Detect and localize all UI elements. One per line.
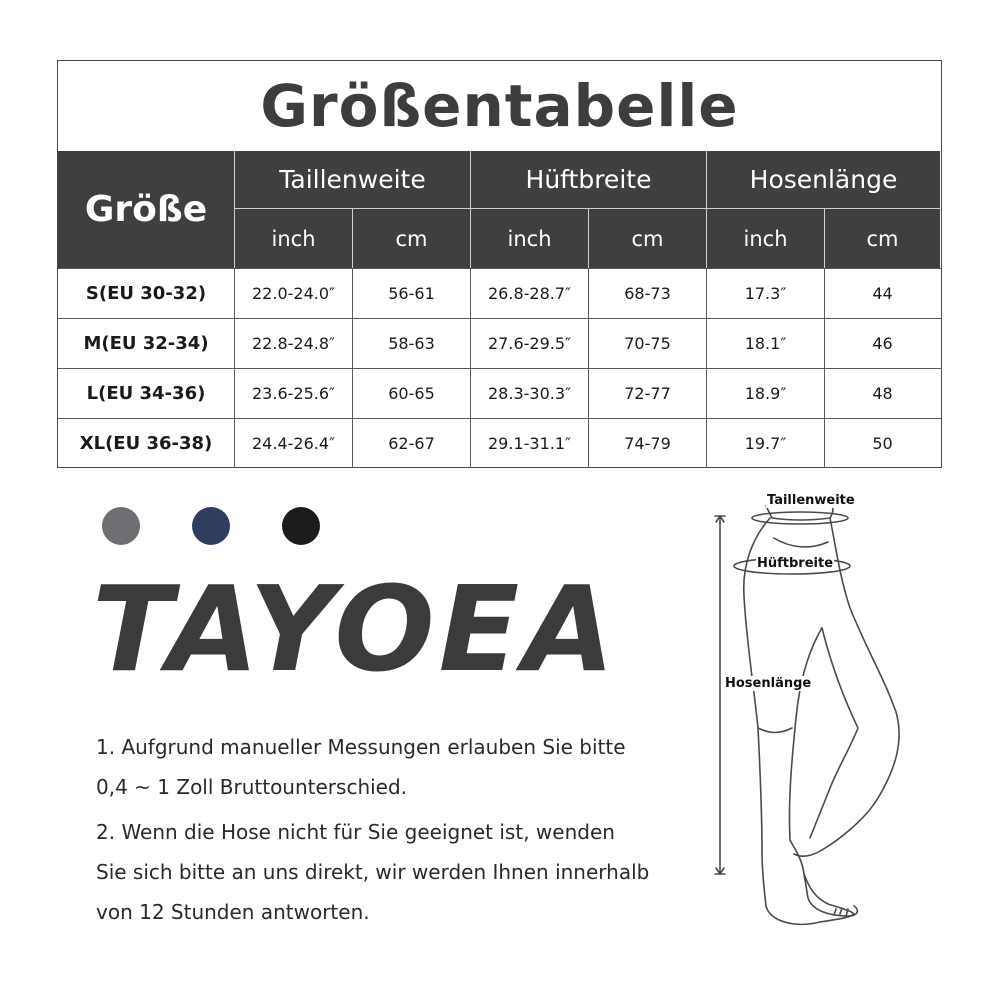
table-row: [58, 268, 941, 318]
leggings-measurement-figure: [700, 478, 940, 948]
table-row: [58, 368, 941, 418]
note-2-line-1: 2. Wenn die Hose nicht für Sie geeignet ist, wenden: [96, 820, 615, 844]
unit-header-hip-inch: inch: [471, 209, 589, 268]
table-cell: 18.9″: [707, 369, 825, 418]
table-cell: 23.6-25.6″: [235, 369, 353, 418]
length-measure-label: Hosenlänge: [725, 676, 812, 691]
color-swatch-black[interactable]: [282, 507, 320, 545]
table-cell: 27.6-29.5″: [471, 319, 589, 368]
unit-header-waist-cm: cm: [353, 209, 471, 268]
brand-logo: TAYOEA: [92, 560, 619, 698]
size-cell: XL(EU 36-38): [58, 419, 235, 468]
table-row: [58, 418, 941, 468]
table-cell: 46: [872, 334, 893, 353]
note-2-line-2: Sie sich bitte an uns direkt, wir werden Ihnen innerhalb: [96, 860, 650, 884]
table-cell: 22.0-24.0″: [235, 269, 353, 318]
table-cell: 50: [872, 434, 893, 453]
note-1-line-1: 1. Aufgrund manueller Messungen erlauben Sie bitte: [96, 735, 626, 759]
table-cell: 58-63: [353, 319, 471, 368]
table-cell: 18.1″: [707, 319, 825, 368]
table-cell: 19.7″: [707, 419, 825, 468]
note-1: [96, 727, 686, 807]
group-header-length: Hosenlänge: [707, 151, 940, 209]
unit-header-length-cm: cm: [825, 209, 940, 268]
group-header-hip: Hüftbreite: [471, 151, 707, 209]
table-cell: 26.8-28.7″: [471, 269, 589, 318]
size-cell: L(EU 34-36): [58, 369, 235, 418]
leggings-outline-illustration: [700, 478, 940, 948]
table-cell: 22.8-24.8″: [235, 319, 353, 368]
size-cell: M(EU 32-34): [58, 319, 235, 368]
size-cell: S(EU 30-32): [58, 269, 235, 318]
table-cell: 48: [872, 384, 893, 403]
color-swatch-navy[interactable]: [192, 507, 230, 545]
group-header-waist: Taillenweite: [235, 151, 471, 209]
table-cell: 74-79: [589, 419, 707, 468]
note-2: [96, 812, 686, 932]
unit-header-length-inch: inch: [707, 209, 825, 268]
size-table: [57, 60, 942, 468]
table-cell: 62-67: [353, 419, 471, 468]
color-swatch-gray[interactable]: [102, 507, 140, 545]
waist-measure-label: Taillenweite: [767, 493, 855, 508]
table-cell: 44: [872, 284, 893, 303]
hip-measure-label: Hüftbreite: [757, 556, 834, 571]
table-cell: 28.3-30.3″: [471, 369, 589, 418]
table-cell: 60-65: [353, 369, 471, 418]
table-cell: 56-61: [353, 269, 471, 318]
unit-header-hip-cm: cm: [589, 209, 707, 268]
note-2-line-3: von 12 Stunden antworten.: [96, 900, 370, 924]
table-cell: 17.3″: [707, 269, 825, 318]
table-cell: 68-73: [589, 269, 707, 318]
note-1-line-2: 0,4 ~ 1 Zoll Bruttounterschied.: [96, 775, 408, 799]
table-cell: 70-75: [589, 319, 707, 368]
table-cell: 24.4-26.4″: [235, 419, 353, 468]
unit-header-waist-inch: inch: [235, 209, 353, 268]
table-cell: 72-77: [589, 369, 707, 418]
table-cell: 29.1-31.1″: [471, 419, 589, 468]
size-column-header: Größe: [58, 151, 235, 268]
table-row: [58, 318, 941, 368]
table-title: Größentabelle: [260, 72, 739, 140]
